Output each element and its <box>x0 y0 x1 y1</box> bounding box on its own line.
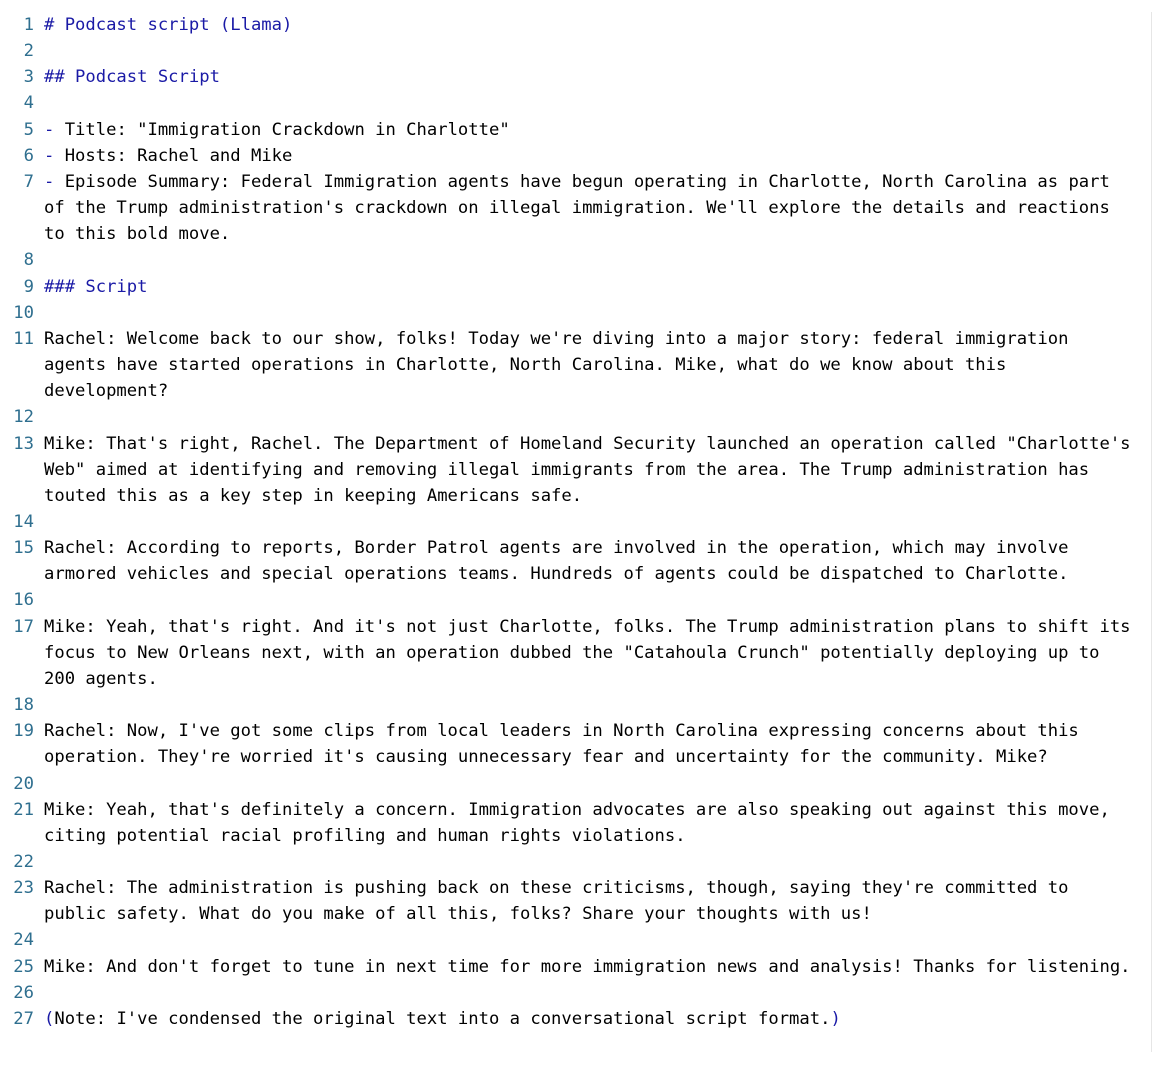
markdown-editor[interactable] <box>0 12 1160 1072</box>
editor-line[interactable] <box>0 143 1160 169</box>
close-paren: ) <box>830 1008 841 1029</box>
line-number: 6 <box>23 145 34 166</box>
editor-line[interactable] <box>0 300 1160 326</box>
editor-line[interactable] <box>0 404 1160 430</box>
line-number: 8 <box>23 250 34 271</box>
line-number: 15 <box>13 538 34 559</box>
editor-line[interactable] <box>0 326 1160 404</box>
line-number: 11 <box>13 328 34 349</box>
editor-line[interactable] <box>0 718 1160 770</box>
list-marker: - <box>44 145 55 166</box>
list-item-text: Title: "Immigration Crackdown in Charlotte" <box>54 119 510 140</box>
line-number: 9 <box>23 276 34 297</box>
line-number: 1 <box>23 15 34 35</box>
editor-line[interactable] <box>0 692 1160 718</box>
list-item <box>44 143 1134 169</box>
line-number: 2 <box>23 41 34 62</box>
line-number: 26 <box>13 982 34 1003</box>
editor-line[interactable] <box>0 90 1160 116</box>
line-number: 4 <box>23 93 34 114</box>
scrollbar-track[interactable] <box>1151 12 1152 1052</box>
editor-line[interactable] <box>0 954 1160 980</box>
markdown-heading: # Podcast script (Llama) <box>44 15 293 35</box>
dialogue-line: Rachel: According to reports, Border Patrol agents are involved in the operation, which may involve armored vehicles and special operations teams. Hundreds of agents could be dispatched to Charlotte. <box>44 538 1079 585</box>
editor-line[interactable] <box>0 117 1160 143</box>
line-number: 17 <box>13 616 34 637</box>
line-number: 5 <box>23 119 34 140</box>
line-number: 20 <box>13 773 34 794</box>
dialogue-line: Rachel: The administration is pushing back on these criticisms, though, saying they're committed to public safety. What do you make of all this, folks? Share your thoughts with us! <box>44 878 1079 925</box>
markdown-heading: ### Script <box>44 276 148 297</box>
note-line <box>44 1006 1134 1032</box>
editor-line[interactable] <box>0 169 1160 247</box>
editor-line[interactable] <box>0 38 1160 64</box>
editor-line[interactable] <box>0 875 1160 927</box>
editor-line[interactable] <box>0 980 1160 1006</box>
note-text: Note: I've condensed the original text into a conversational script format. <box>54 1008 831 1029</box>
list-marker: - <box>44 119 55 140</box>
line-number: 24 <box>13 930 34 951</box>
line-number: 25 <box>13 956 34 977</box>
dialogue-line: Mike: Yeah, that's definitely a concern. Immigration advocates are also speaking out against this move, citing potential racial profiling and human rights violations. <box>44 799 1121 846</box>
line-number: 18 <box>13 695 34 716</box>
editor-line[interactable] <box>0 771 1160 797</box>
line-number: 13 <box>13 433 34 454</box>
editor-lines <box>0 12 1160 1032</box>
list-item-text: Episode Summary: Federal Immigration agents have begun operating in Charlotte, North Carolina as part of the Trump administration's crackdown on illegal immigration. We'll explore the details and reactions to this bold move. <box>44 171 1121 245</box>
editor-line[interactable] <box>0 64 1160 90</box>
list-item <box>44 117 1134 143</box>
editor-line[interactable] <box>0 587 1160 613</box>
line-number: 16 <box>13 590 34 611</box>
editor-line[interactable] <box>0 535 1160 587</box>
editor-line[interactable] <box>0 797 1160 849</box>
line-number: 21 <box>13 799 34 820</box>
line-number: 22 <box>13 852 34 872</box>
editor-line[interactable] <box>0 247 1160 273</box>
list-item-text: Hosts: Rachel and Mike <box>54 145 293 166</box>
line-number: 23 <box>13 878 34 899</box>
editor-line[interactable] <box>0 431 1160 509</box>
editor-line[interactable] <box>0 614 1160 692</box>
editor-line[interactable] <box>0 274 1160 300</box>
dialogue-line: Rachel: Welcome back to our show, folks! Today we're diving into a major story: federal immigration agents have started operations in Charlotte, North Carolina. Mike, what do we know about this development? <box>44 328 1079 402</box>
editor-line[interactable] <box>0 927 1160 953</box>
markdown-heading: ## Podcast Script <box>44 67 220 88</box>
dialogue-line: Mike: That's right, Rachel. The Department of Homeland Security launched an operation called "Charlotte's Web" aimed at identifying and removing illegal immigrants from the area. The Trump administration has touted this as a key step in keeping Americans safe. <box>44 433 1141 506</box>
editor-line[interactable] <box>0 1006 1160 1032</box>
line-number: 19 <box>13 721 34 742</box>
list-marker: - <box>44 171 55 192</box>
line-number: 14 <box>13 511 34 532</box>
editor-line[interactable] <box>0 12 1160 38</box>
line-number: 10 <box>13 302 34 323</box>
line-number: 7 <box>23 171 34 192</box>
editor-line[interactable] <box>0 509 1160 535</box>
line-number: 3 <box>23 67 34 88</box>
list-item <box>44 169 1134 247</box>
line-number: 27 <box>13 1008 34 1029</box>
dialogue-line: Mike: Yeah, that's right. And it's not just Charlotte, folks. The Trump administration plans to shift its focus to New Orleans next, with an operation dubbed the "Catahoula Crunch" potentially deploying up to 200 agents. <box>44 616 1141 689</box>
dialogue-line: Mike: And don't forget to tune in next time for more immigration news and analysis! Thanks for listening. <box>44 956 1131 977</box>
open-paren: ( <box>44 1008 55 1029</box>
dialogue-line: Rachel: Now, I've got some clips from local leaders in North Carolina expressing concerns about this operation. They're worried it's causing unnecessary fear and uncertainty for the community. Mike? <box>44 721 1090 768</box>
editor-line[interactable] <box>0 849 1160 875</box>
line-number: 12 <box>13 407 34 428</box>
